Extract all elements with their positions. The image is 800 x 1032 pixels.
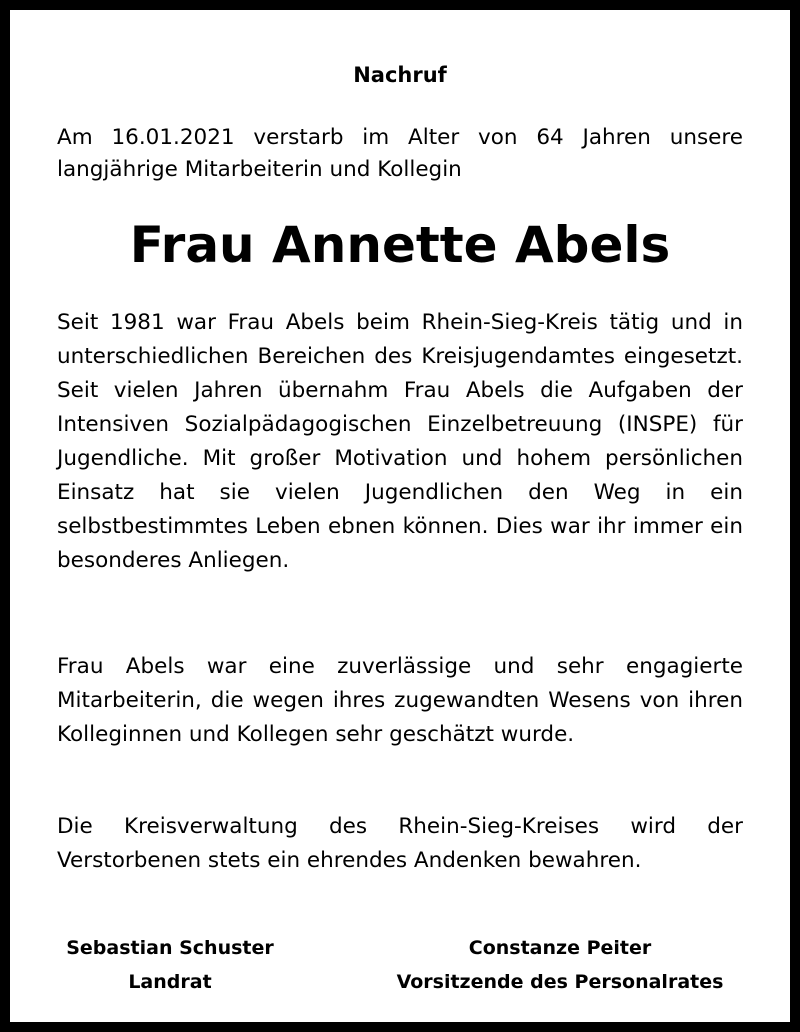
signature-block-right bbox=[370, 931, 750, 999]
paragraph-remembrance: Die Kreisverwaltung des Rhein-Sieg-Kreises wird der Verstorbenen stets ein ehrendes Andenken bewahren. bbox=[57, 814, 743, 873]
signatory-role: Landrat bbox=[128, 971, 212, 993]
paragraph-character: Frau Abels war eine zuverlässige und sehr engagierte Mitarbeiterin, die wegen ihres zugewandten Wesens von ihren Kolleginnen und Kollegen sehr geschätzt wurde. bbox=[57, 654, 743, 747]
signatory-name: Constanze Peiter bbox=[468, 937, 652, 959]
paragraph-career: Seit 1981 war Frau Abels beim Rhein-Sieg-Kreis tätig und in unterschiedlichen Bereichen des Kreisjugendamtes eingesetzt. Seit vielen Jahren übernahm Frau Abels die Aufgaben der Intensiven Sozialpädagogischen Einzelbetreuung (INSPE) für Jugendliche. Mit großer Motivation und hohem persönlichen Einsatz hat sie vielen Jugendlichen den Weg in ein selbstbestimmtes Leben ebnen können. Dies war ihr immer ein besonderes Anliegen. bbox=[57, 310, 743, 573]
deceased-name: Frau Annette Abels bbox=[129, 216, 671, 274]
signature-block-left bbox=[40, 931, 300, 999]
intro-text: Am 16.01.2021 verstarb im Alter von 64 Jahren unsere langjährige Mitarbeiterin und Kollegin bbox=[57, 125, 743, 182]
signatory-role: Vorsitzende des Personalrates bbox=[396, 971, 724, 993]
signatory-name: Sebastian Schuster bbox=[66, 937, 274, 959]
notice-heading: Nachruf bbox=[353, 63, 447, 87]
